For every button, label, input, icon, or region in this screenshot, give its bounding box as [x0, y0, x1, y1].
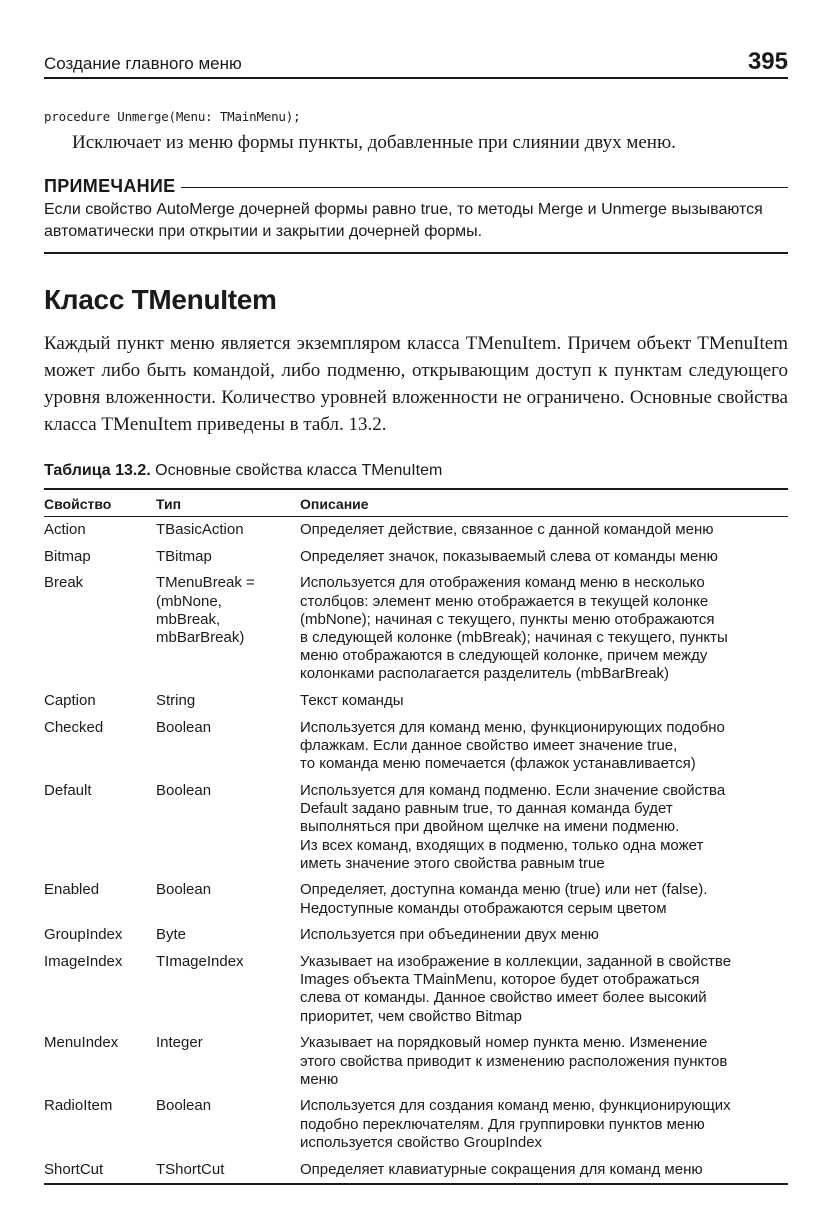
table-body [44, 517, 788, 1184]
note-title: ПРИМЕЧАНИЕ [44, 176, 176, 196]
property-cell-text: Checked [44, 718, 104, 736]
note-head [44, 176, 788, 197]
property-cell [44, 881, 156, 926]
property-cell-text: Bitmap [44, 547, 91, 565]
description-cell-text: Указывает на порядковый номер пункта меню. Изменение этого свойства приводит к изменению расположения пунктов меню [300, 1034, 728, 1088]
description-cell-text: Указывает на изображение в коллекции, заданной в свойстве Images объекта TMainMenu, которое будет отображаться слева от команды. Данное свойство имеет более высокий приоритет, чем свойство Bitmap [300, 953, 732, 1025]
type-cell [156, 926, 300, 953]
table-row [44, 692, 788, 719]
property-cell [44, 719, 156, 782]
type-cell [156, 953, 300, 1034]
type-cell [156, 1161, 300, 1184]
type-cell [156, 719, 300, 782]
table-row [44, 782, 788, 882]
description-cell [300, 782, 788, 882]
page-number: 395 [747, 48, 788, 75]
description-cell-text: Используется для отображения команд меню в несколько столбцов: элемент меню отображается в текущей колонке (mbNone); начиная с текущего, пункты меню отображаются в следующей колонке (mbBreak); начиная с текущего, пункты меню отображаются в следующей колонке, причем между колонками располагается разделитель (mbBarBreak) [300, 574, 728, 683]
table-header-row [44, 489, 788, 517]
type-cell-text: Integer [156, 1034, 203, 1052]
property-cell [44, 692, 156, 719]
type-cell-text: Boolean [156, 881, 212, 899]
description-cell [300, 574, 788, 692]
description-cell [300, 1097, 788, 1160]
type-cell-text: TBitmap [156, 547, 212, 565]
description-cell-text: Определяет действие, связанное с данной командой меню [300, 521, 714, 538]
description-cell [300, 1034, 788, 1097]
type-cell [156, 1034, 300, 1097]
column-header-property: Свойство [44, 489, 156, 517]
property-cell-text: Break [44, 574, 84, 592]
table-caption [44, 462, 788, 480]
description-cell [300, 517, 788, 548]
table-row [44, 1034, 788, 1097]
property-cell-text: ImageIndex [44, 953, 123, 971]
property-cell-text: Action [44, 521, 86, 538]
table-row [44, 548, 788, 575]
code-line: procedure Unmerge(Menu: TMainMenu); [44, 109, 301, 124]
table-row [44, 1161, 788, 1184]
type-cell [156, 517, 300, 548]
note-rule [181, 187, 788, 188]
description-cell [300, 548, 788, 575]
column-header-description: Описание [300, 489, 788, 517]
type-cell [156, 1097, 300, 1160]
property-cell [44, 574, 156, 692]
type-cell-text: TImageIndex [156, 953, 244, 971]
description-cell [300, 692, 788, 719]
code-description: Исключает из меню формы пункты, добавленные при слиянии двух меню. [72, 132, 676, 153]
description-cell-text: Используется для создания команд меню, функционирующих подобно переключателям. Для группировки пунктов меню используется свойство GroupIndex [300, 1097, 731, 1151]
note-text: Если свойство AutoMerge дочерней формы равно true, то методы Merge и Unmerge вызываются автоматически при открытии и закрытии дочерней формы. [44, 201, 763, 240]
description-cell-text: Текст команды [300, 692, 404, 710]
property-cell-text: GroupIndex [44, 926, 123, 944]
description-cell-text: Используется при объединении двух меню [300, 926, 599, 944]
type-cell-text: String [156, 692, 196, 710]
type-cell-text: Boolean [156, 781, 212, 799]
properties-table [44, 488, 788, 1185]
description-cell-text: Используется для команд меню, функционирующих подобно флажкам. Если данное свойство имеет значение true, то команда меню помечается (флажок устанавливается) [300, 718, 725, 773]
property-cell [44, 517, 156, 548]
property-cell-text: MenuIndex [44, 1034, 119, 1052]
description-cell [300, 719, 788, 782]
type-cell [156, 782, 300, 882]
header-title: Создание главного меню [44, 54, 242, 73]
type-cell [156, 692, 300, 719]
description-cell-text: Определяет значок, показываемый слева от команды меню [300, 547, 718, 565]
running-header [44, 44, 788, 79]
book-page [44, 44, 788, 1185]
table-row [44, 574, 788, 692]
column-header-type: Тип [156, 489, 300, 517]
table-row [44, 953, 788, 1034]
property-cell [44, 1161, 156, 1184]
table-row [44, 719, 788, 782]
type-cell [156, 548, 300, 575]
type-cell-text: Byte [156, 926, 187, 944]
type-cell-text: TShortCut [156, 1160, 225, 1178]
type-cell-text: TMenuBreak = (mbNone, mbBreak, mbBarBreak) [156, 574, 255, 647]
table-row [44, 881, 788, 926]
type-cell-text: TBasicAction [156, 521, 244, 538]
table-caption-label: Таблица 13.2. [44, 462, 151, 479]
description-cell [300, 926, 788, 953]
table-row [44, 1097, 788, 1160]
note-box [44, 176, 788, 254]
description-cell [300, 1161, 788, 1184]
type-cell [156, 881, 300, 926]
description-cell-text: Используется для команд подменю. Если значение свойства Default задано равным true, то данная команда будет выполняться при двойном щелчке на имени подменю. Из всех команд, входящих в подменю, только одна может иметь значение этого свойства равным true [300, 781, 726, 872]
description-cell-text: Определяет клавиатурные сокращения для команд меню [300, 1160, 703, 1178]
property-cell [44, 953, 156, 1034]
property-cell [44, 548, 156, 575]
table-caption-text: Основные свойства класса TMenuItem [155, 462, 443, 479]
property-cell-text: RadioItem [44, 1097, 113, 1115]
section-heading: Класс TMenuItem [44, 284, 277, 315]
section-paragraph: Каждый пункт меню является экземпляром класса TMenuItem. Причем объект TMenuItem может либо быть командой, либо подменю, открывающим доступ к пунктам следующего уровня вложенности. Количество уровней вложенности не ограничено. Основные свойства класса TMenuItem приведены в табл. 13.2. [44, 333, 788, 435]
property-cell [44, 1034, 156, 1097]
property-cell-text: Caption [44, 692, 96, 710]
property-cell-text: ShortCut [44, 1160, 104, 1178]
property-cell [44, 1097, 156, 1160]
description-cell [300, 881, 788, 926]
type-cell-text: Boolean [156, 1097, 212, 1115]
property-cell-text: Default [44, 781, 92, 799]
property-cell [44, 782, 156, 882]
type-cell [156, 574, 300, 692]
table-row [44, 926, 788, 953]
property-cell [44, 926, 156, 953]
table-row [44, 517, 788, 548]
type-cell-text: Boolean [156, 718, 212, 736]
property-cell-text: Enabled [44, 881, 100, 899]
description-cell [300, 953, 788, 1034]
description-cell-text: Определяет, доступна команда меню (true) или нет (false). Недоступные команды отображаются серым цветом [300, 881, 708, 917]
